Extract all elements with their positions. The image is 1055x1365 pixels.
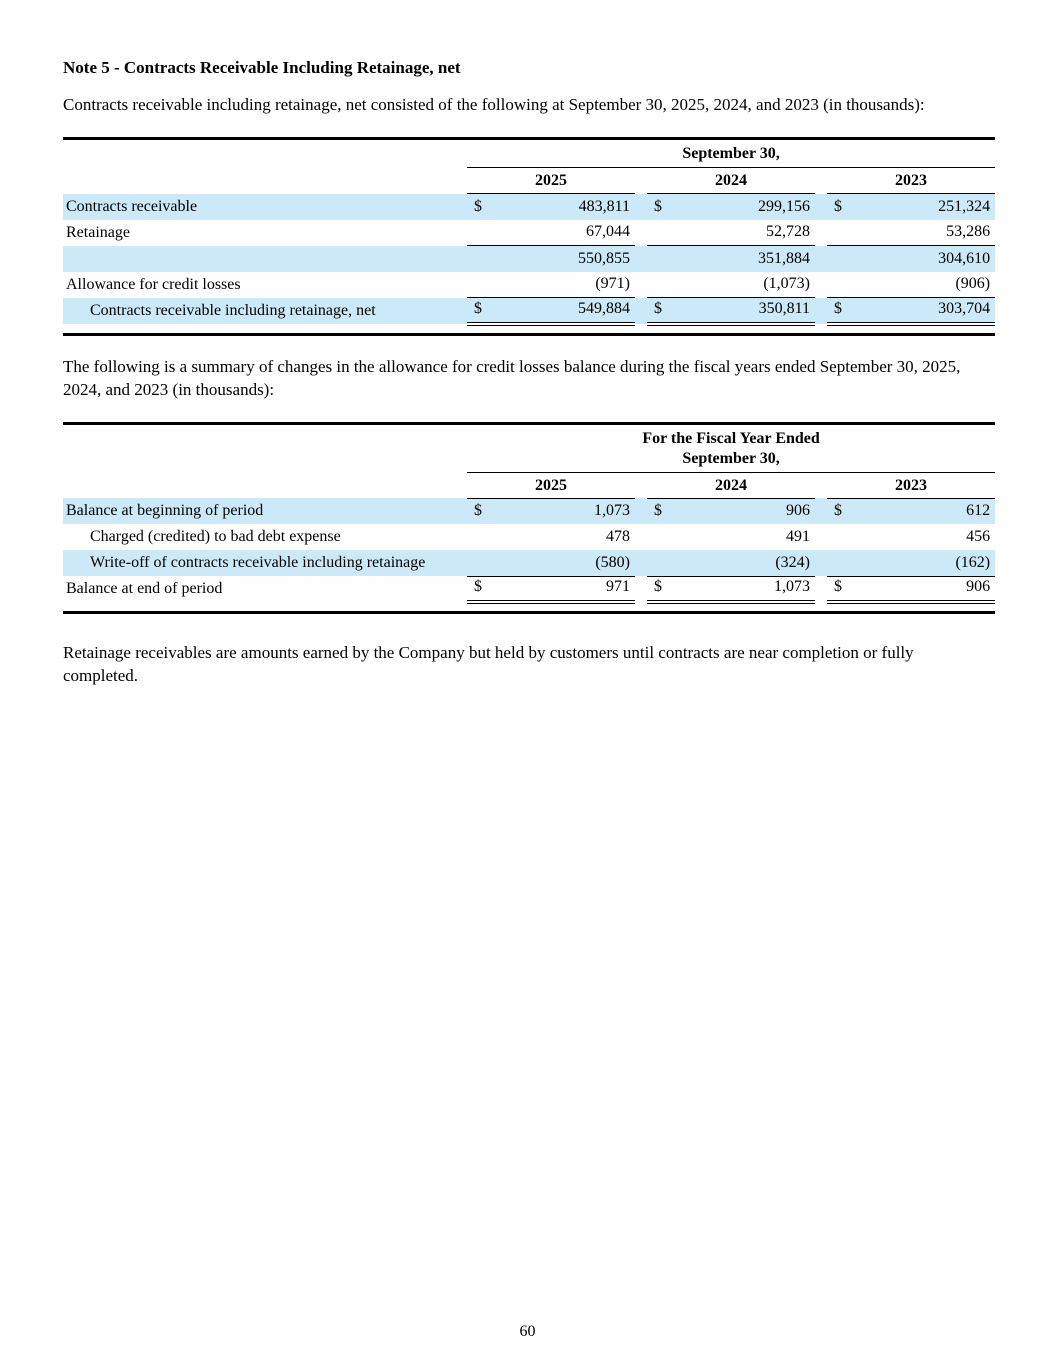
- year-column-header: 2023: [827, 472, 995, 498]
- column-gap: [635, 272, 647, 298]
- column-gap: [635, 194, 647, 220]
- header-spacer: [63, 140, 467, 168]
- table-row-write-off: [63, 550, 995, 576]
- dollar-sign: [827, 550, 857, 576]
- dollar-sign: [647, 550, 677, 576]
- row-label: Balance at end of period: [66, 580, 223, 597]
- cell-value: 303,704: [857, 298, 995, 324]
- table-row-contracts-receivable: [63, 194, 995, 220]
- dollar-sign: $: [827, 194, 857, 220]
- dollar-sign: [467, 524, 497, 550]
- column-gap: [815, 246, 827, 272]
- intro-paragraph: Contracts receivable including retainage, net consisted of the following at September 30, 2025, 2024, and 2023 (in thousands):: [63, 95, 925, 114]
- cell-value: 251,324: [857, 194, 995, 220]
- cell-value: 350,811: [677, 298, 815, 324]
- column-gap: [815, 168, 827, 194]
- column-gap: [635, 472, 647, 498]
- cell-value: 53,286: [857, 220, 995, 246]
- dollar-sign: $: [647, 498, 677, 524]
- dollar-sign: [827, 272, 857, 298]
- cell-value: 351,884: [677, 246, 815, 272]
- column-gap: [635, 550, 647, 576]
- dollar-sign: [647, 524, 677, 550]
- cell-value: 906: [857, 576, 995, 602]
- dollar-sign: [827, 220, 857, 246]
- cell-value: (971): [497, 272, 635, 298]
- allowance-intro-paragraph: [63, 355, 995, 401]
- year-column-header: 2024: [647, 472, 815, 498]
- dollar-sign: [467, 272, 497, 298]
- year-column-header: 2025: [467, 168, 635, 194]
- cell-value: 52,728: [677, 220, 815, 246]
- column-gap: [635, 220, 647, 246]
- cell-value: 906: [677, 498, 815, 524]
- row-label: [63, 246, 467, 272]
- cell-value: 549,884: [497, 298, 635, 324]
- year-column-header: 2024: [647, 168, 815, 194]
- retainage-note-paragraph: [63, 641, 995, 687]
- period-header: [467, 425, 995, 473]
- cell-value: 299,156: [677, 194, 815, 220]
- page-content: [63, 57, 995, 687]
- column-gap: [815, 194, 827, 220]
- period-header: September 30,: [467, 140, 995, 168]
- column-gap: [635, 168, 647, 194]
- dollar-sign: [647, 272, 677, 298]
- header-spacer: [63, 425, 467, 473]
- cell-value: 1,073: [677, 576, 815, 602]
- row-label: Retainage: [66, 223, 130, 241]
- period-header-row: [63, 425, 995, 473]
- dollar-sign: $: [827, 498, 857, 524]
- dollar-sign: [467, 550, 497, 576]
- dollar-sign: [647, 246, 677, 272]
- column-gap: [815, 550, 827, 576]
- table-row-ending-balance: [63, 576, 995, 602]
- allowance-rollforward-table-grid: [63, 425, 995, 605]
- year-column-header: 2025: [467, 472, 635, 498]
- column-gap: [815, 298, 827, 324]
- year-header-row: [63, 168, 995, 194]
- cell-value: (1,073): [677, 272, 815, 298]
- page-number: 60: [519, 1323, 536, 1340]
- column-gap: [815, 576, 827, 602]
- cell-value: 491: [786, 528, 810, 545]
- table-row-retainage: [63, 220, 995, 246]
- period-header-line1: For the Fiscal Year Ended: [642, 429, 820, 447]
- dollar-sign: $: [827, 576, 857, 602]
- dollar-sign: $: [647, 194, 677, 220]
- dollar-sign: $: [467, 298, 497, 324]
- cell-value: 971: [497, 576, 635, 602]
- dollar-sign: $: [647, 576, 677, 602]
- contracts-receivable-table: [63, 137, 995, 336]
- dollar-sign: [647, 220, 677, 246]
- dollar-sign: [827, 524, 857, 550]
- column-gap: [815, 498, 827, 524]
- paragraph-line: completed.: [63, 666, 139, 685]
- paragraph-line: 2024, and 2023 (in thousands):: [63, 379, 275, 399]
- cell-value: 478: [606, 528, 630, 545]
- column-gap: [635, 498, 647, 524]
- table-row-beginning-balance: [63, 498, 995, 524]
- column-gap: [815, 272, 827, 298]
- dollar-sign: $: [467, 194, 497, 220]
- column-gap: [815, 220, 827, 246]
- row-label: Allowance for credit losses: [66, 275, 241, 293]
- cell-value: (580): [497, 550, 635, 576]
- column-gap: [635, 576, 647, 602]
- dollar-sign: [827, 246, 857, 272]
- column-gap: [815, 472, 827, 498]
- dollar-sign: [467, 220, 497, 246]
- header-spacer: [63, 472, 467, 498]
- note-title: Note 5 - Contracts Receivable Including Retainage, net: [63, 58, 461, 77]
- table-row-subtotal: [63, 246, 995, 272]
- cell-value: 612: [857, 498, 995, 524]
- paragraph-line: Retainage receivables are amounts earned by the Company but held by customers until contracts are near completion or fully: [63, 643, 914, 662]
- period-header-line2: September 30,: [682, 449, 780, 467]
- dollar-sign: $: [467, 576, 497, 602]
- paragraph-line: The following is a summary of changes in the allowance for credit losses balance during the fiscal years ended September 30, 2025,: [63, 356, 961, 376]
- cell-value: 304,610: [857, 246, 995, 272]
- row-label: Charged (credited) to bad debt expense: [90, 528, 341, 545]
- row-label: Contracts receivable: [63, 194, 467, 220]
- cell-value: (162): [857, 550, 995, 576]
- column-gap: [635, 246, 647, 272]
- header-spacer: [63, 168, 467, 194]
- dollar-sign: $: [647, 298, 677, 324]
- period-header-row: [63, 140, 995, 168]
- table-row-allowance: [63, 272, 995, 298]
- row-label: Write-off of contracts receivable including retainage: [63, 550, 467, 576]
- cell-value: 550,855: [497, 246, 635, 272]
- table-row-net-total: [63, 298, 995, 324]
- contracts-receivable-table-grid: [63, 140, 995, 326]
- dollar-sign: $: [467, 498, 497, 524]
- allowance-rollforward-table: [63, 422, 995, 615]
- dollar-sign: [467, 246, 497, 272]
- column-gap: [815, 524, 827, 550]
- table-row-bad-debt-expense: [63, 524, 995, 550]
- cell-value: 1,073: [497, 498, 635, 524]
- cell-value: 67,044: [497, 220, 635, 246]
- column-gap: [635, 524, 647, 550]
- year-header-row: [63, 472, 995, 498]
- year-column-header: 2023: [827, 168, 995, 194]
- cell-value: (906): [857, 272, 995, 298]
- cell-value: 456: [966, 528, 991, 545]
- dollar-sign: $: [827, 298, 857, 324]
- row-label: Balance at beginning of period: [63, 498, 467, 524]
- column-gap: [635, 298, 647, 324]
- row-label: Contracts receivable including retainage, net: [63, 298, 467, 324]
- cell-value: 483,811: [497, 194, 635, 220]
- cell-value: (324): [677, 550, 815, 576]
